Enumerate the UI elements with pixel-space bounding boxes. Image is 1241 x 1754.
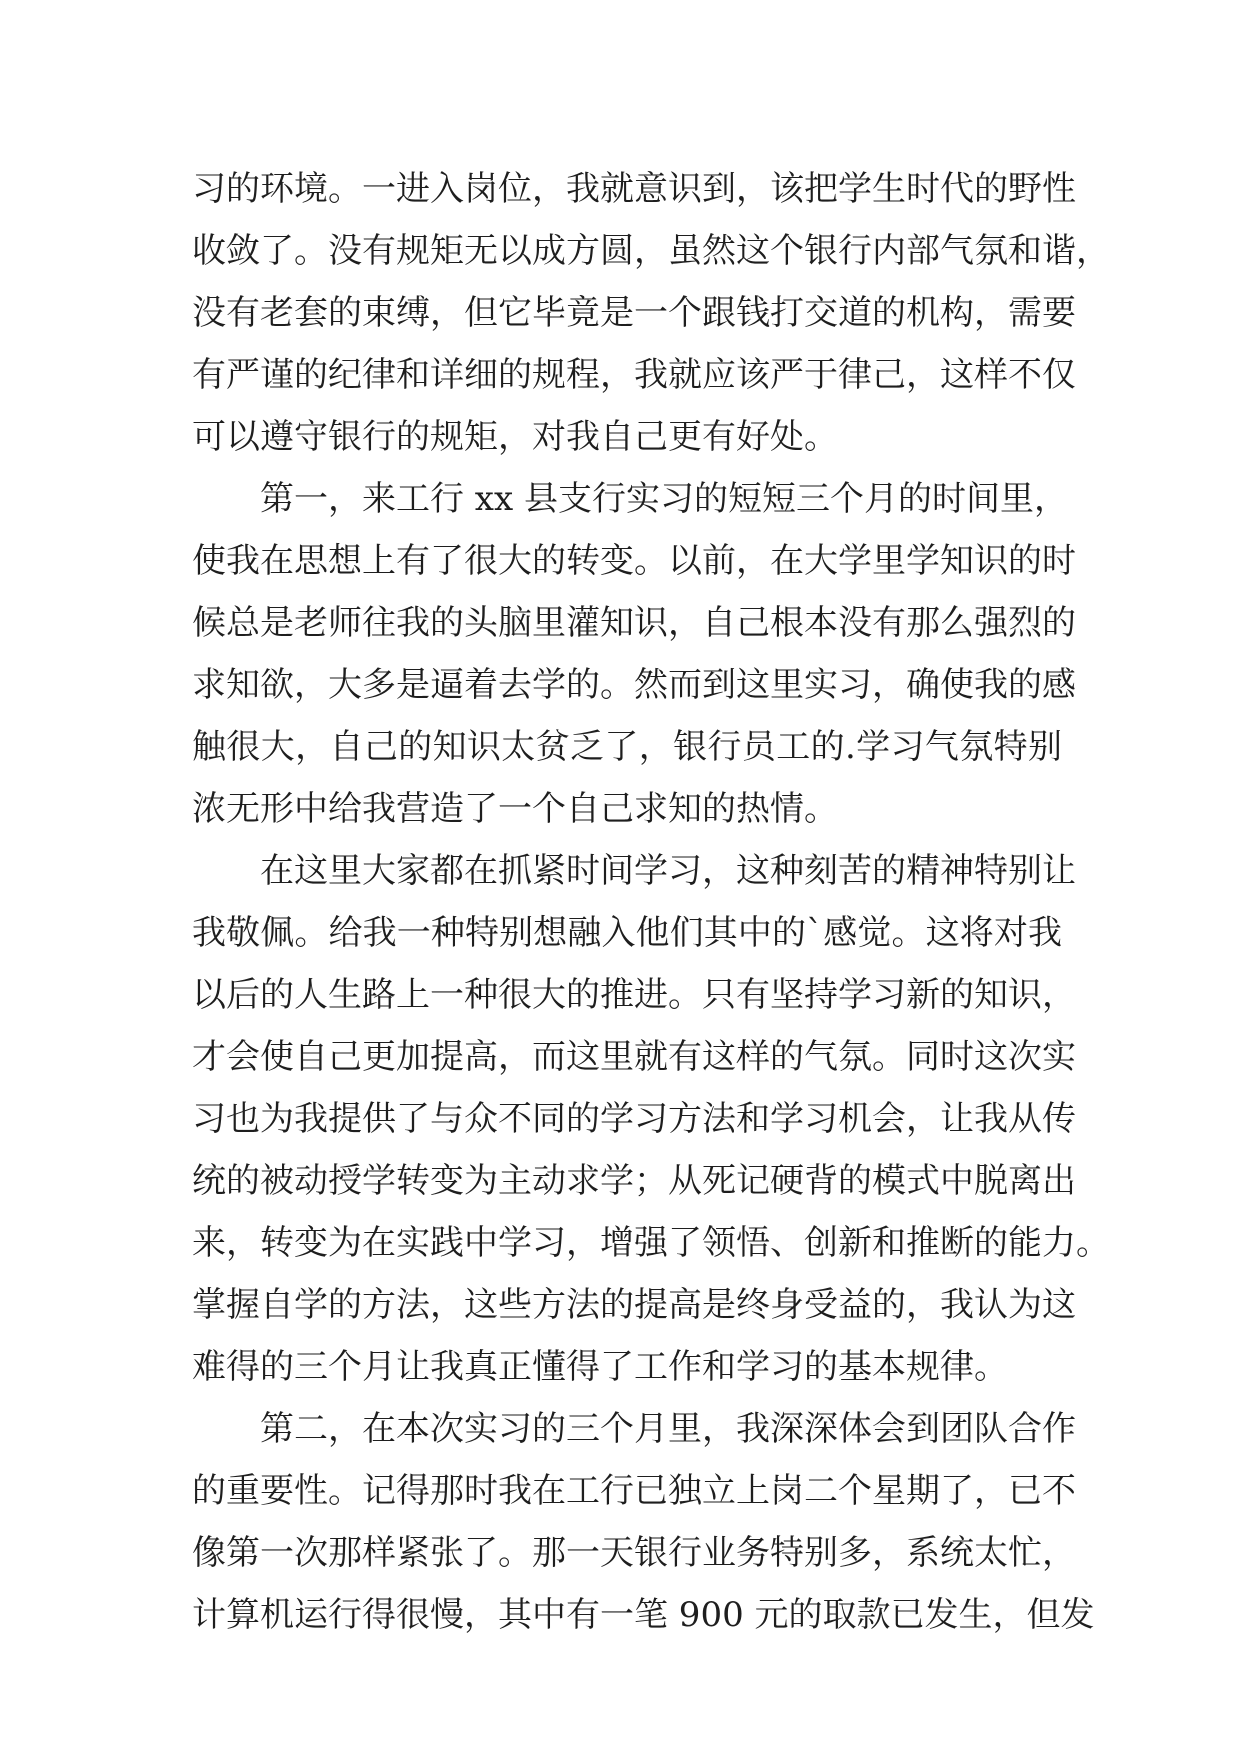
text-line: 可以遵守银行的规矩，对我自己更有好处。 — [192, 417, 838, 457]
text-line: 我敬佩。给我一种特别想融入他们其中的`感觉。这将对我 — [192, 913, 1062, 953]
text-line: 统的被动授学转变为主动求学；从死记硬背的模式中脱离出 — [192, 1161, 1076, 1201]
paragraph-first-line: 第二，在本次实习的三个月里，我深深体会到团队合作 — [260, 1409, 1076, 1449]
text-line: 求知欲，大多是逼着去学的。然而到这里实习，确使我的感 — [192, 665, 1076, 705]
text-line: 使我在思想上有了很大的转变。以前，在大学里学知识的时 — [192, 541, 1076, 581]
text-line: 习也为我提供了与众不同的学习方法和学习机会，让我从传 — [192, 1099, 1076, 1139]
text-line: 没有老套的束缚，但它毕竟是一个跟钱打交道的机构，需要 — [192, 293, 1076, 333]
text-line: 计算机运行得很慢，其中有一笔 900 元的取款已发生，但发 — [192, 1595, 1095, 1635]
text-line: 习的环境。一进入岗位，我就意识到，该把学生时代的野性 — [192, 169, 1076, 209]
text-line: 的重要性。记得那时我在工行已独立上岗二个星期了，已不 — [192, 1471, 1076, 1511]
text-line: 难得的三个月让我真正懂得了工作和学习的基本规律。 — [192, 1347, 1008, 1387]
text-line: 触很大，自己的知识太贫乏了，银行员工的.学习气氛特别 — [192, 727, 1062, 767]
text-line: 候总是老师往我的头脑里灌知识，自己根本没有那么强烈的 — [192, 603, 1076, 643]
text-line: 以后的人生路上一种很大的推进。只有坚持学习新的知识， — [192, 975, 1076, 1015]
body-text — [192, 158, 1110, 1646]
text-line: 有严谨的纪律和详细的规程，我就应该严于律己，这样不仅 — [192, 355, 1076, 395]
paragraph-first-line: 在这里大家都在抓紧时间学习，这种刻苦的精神特别让 — [260, 851, 1076, 891]
text-line: 才会使自己更加提高，而这里就有这样的气氛。同时这次实 — [192, 1037, 1076, 1077]
text-line: 掌握自学的方法，这些方法的提高是终身受益的，我认为这 — [192, 1285, 1076, 1325]
text-line: 浓无形中给我营造了一个自己求知的热情。 — [192, 789, 838, 829]
paragraph-first-line: 第一，来工行 xx 县支行实习的短短三个月的时间里， — [260, 479, 1068, 519]
text-line: 来，转变为在实践中学习，增强了领悟、创新和推断的能力。 — [192, 1223, 1110, 1263]
text-line: 像第一次那样紧张了。那一天银行业务特别多，系统太忙， — [192, 1533, 1076, 1573]
text-line: 收敛了。没有规矩无以成方圆，虽然这个银行内部气氛和谐， — [192, 231, 1110, 271]
